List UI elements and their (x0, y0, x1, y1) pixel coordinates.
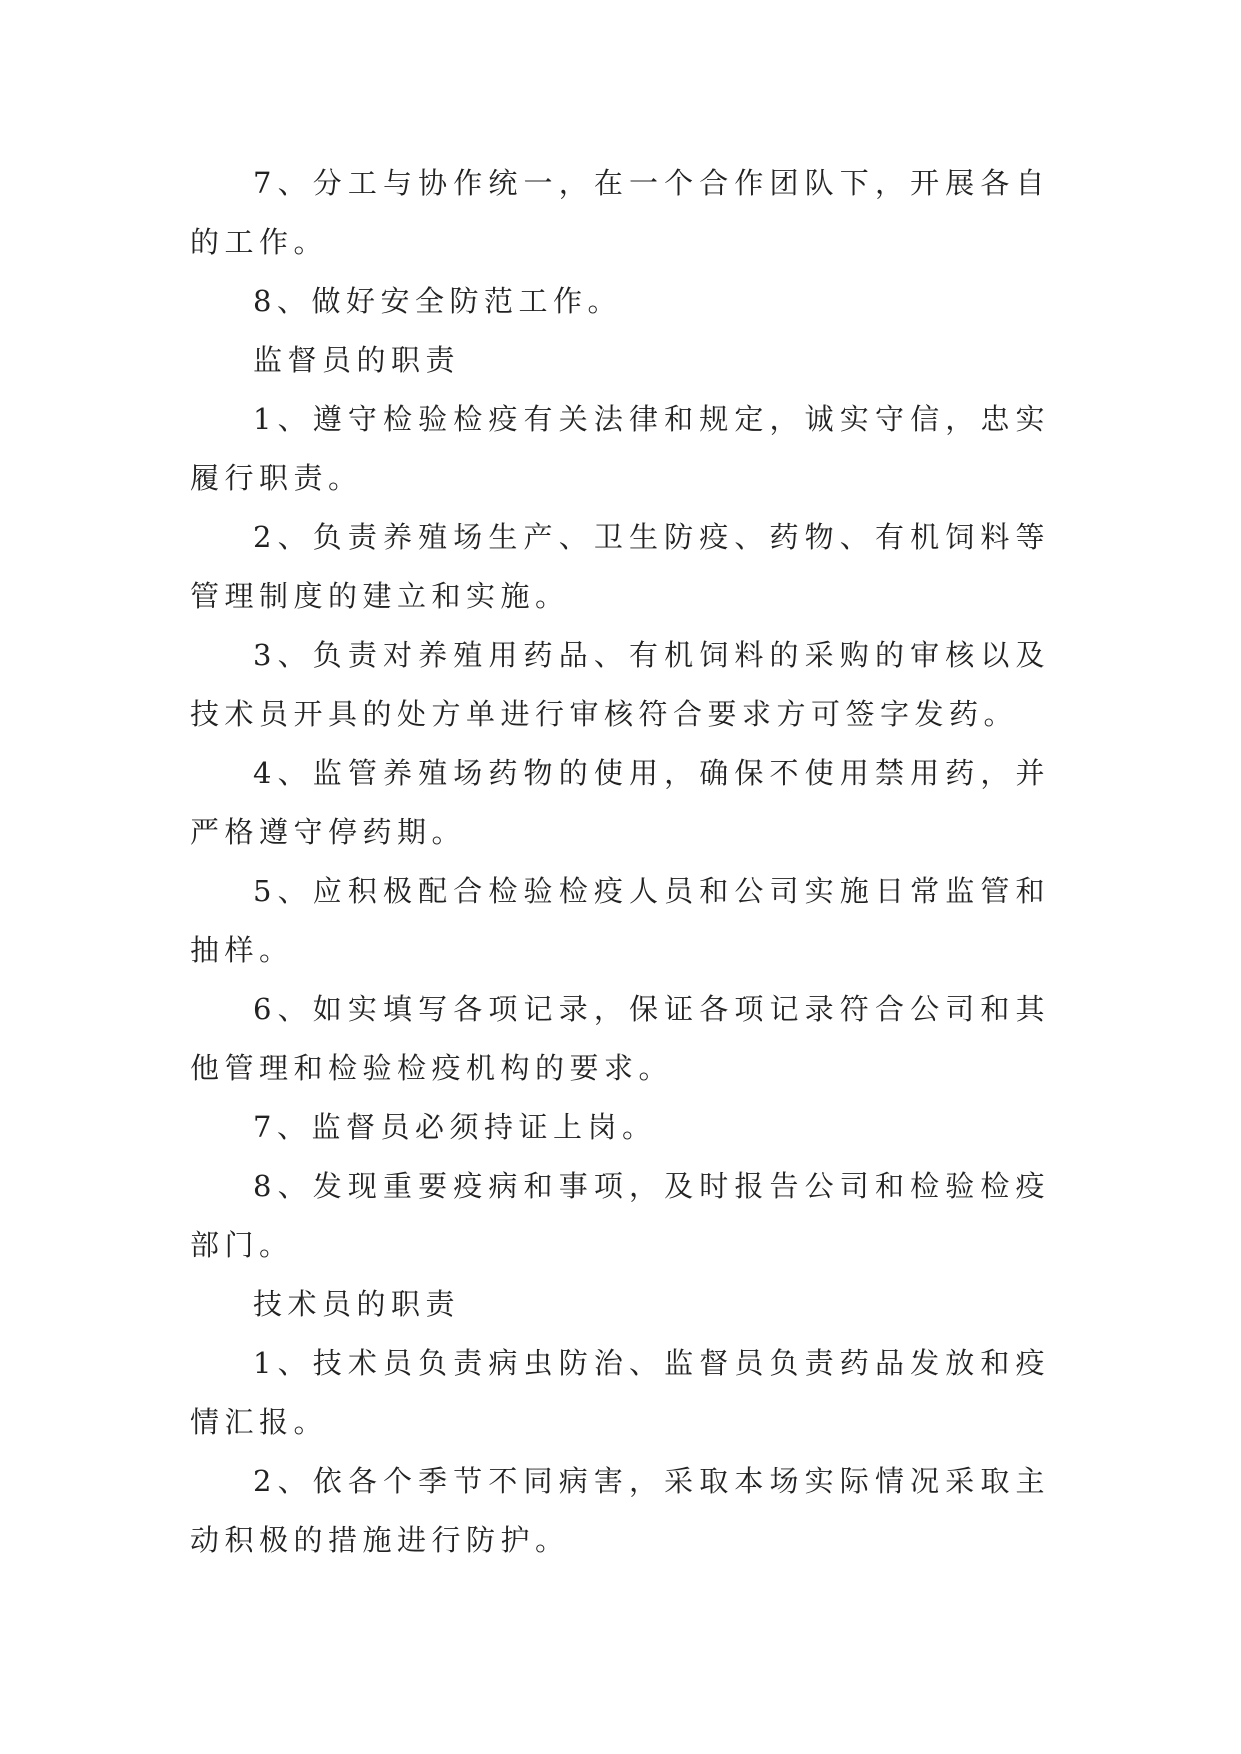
paragraph-item-7-division-of-labor: 7、分工与协作统一，在一个合作团队下，开展各自的工作。 (190, 166, 1050, 259)
paragraph-item-8-safety: 8、做好安全防范工作。 (253, 284, 622, 318)
document-body (190, 154, 1050, 1570)
technician-duty-2: 2、依各个季节不同病害，采取本场实际情况采取主动积极的措施进行防护。 (190, 1464, 1050, 1557)
section-heading-supervisor-duties: 监督员的职责 (253, 343, 461, 377)
section-heading-technician-duties: 技术员的职责 (253, 1287, 461, 1321)
technician-duty-1: 1、技术员负责病虫防治、监督员负责药品发放和疫情汇报。 (190, 1346, 1050, 1439)
supervisor-duty-5: 5、应积极配合检验检疫人员和公司实施日常监管和抽样。 (190, 874, 1050, 967)
supervisor-duty-1: 1、遵守检验检疫有关法律和规定，诚实守信，忠实履行职责。 (190, 402, 1050, 495)
supervisor-duty-2: 2、负责养殖场生产、卫生防疫、药物、有机饲料等管理制度的建立和实施。 (190, 520, 1050, 613)
supervisor-duty-4: 4、监管养殖场药物的使用，确保不使用禁用药，并严格遵守停药期。 (190, 756, 1050, 849)
supervisor-duty-6: 6、如实填写各项记录，保证各项记录符合公司和其他管理和检验检疫机构的要求。 (190, 992, 1050, 1085)
supervisor-duty-8: 8、发现重要疫病和事项，及时报告公司和检验检疫部门。 (190, 1169, 1050, 1262)
supervisor-duty-7: 7、监督员必须持证上岗。 (253, 1110, 657, 1144)
supervisor-duty-3: 3、负责对养殖用药品、有机饲料的采购的审核以及技术员开具的处方单进行审核符合要求方可签字发药。 (190, 638, 1050, 731)
